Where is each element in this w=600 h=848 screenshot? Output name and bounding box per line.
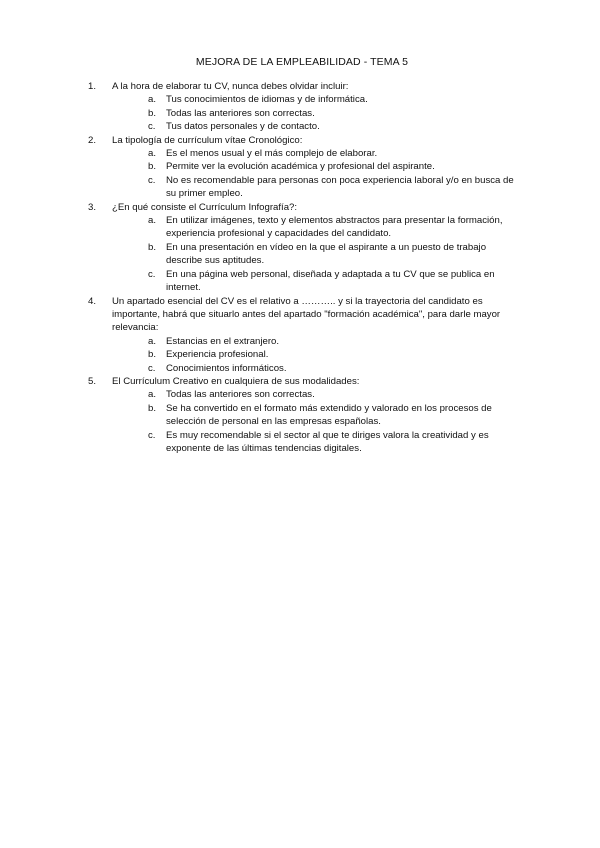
- option-text: Es muy recomendable si el sector al que te diriges valora la creatividad y es exponente de las últimas tendencias digitales.: [166, 429, 489, 454]
- question-item: [88, 80, 516, 134]
- option-text: En una página web personal, diseñada y adaptada a tu CV que se publica en internet.: [166, 268, 495, 294]
- option-item: [112, 388, 516, 401]
- question-number: 2.: [88, 134, 97, 146]
- option-letter: c.: [148, 362, 156, 374]
- question-text: La tipología de currículum vítae Cronológico:: [112, 134, 303, 146]
- option-item: [112, 147, 516, 160]
- option-letter: b.: [148, 241, 157, 253]
- question-text: ¿En qué consiste el Currículum Infografía?:: [112, 201, 298, 213]
- option-letter: c.: [148, 121, 156, 133]
- option-text: Estancias en el extranjero.: [166, 335, 280, 347]
- option-text: En una presentación en vídeo en la que el aspirante a un puesto de trabajo describe sus aptitudes.: [166, 241, 487, 267]
- option-item: [112, 402, 516, 429]
- option-letter: b.: [148, 161, 157, 173]
- option-letter: b.: [148, 107, 157, 119]
- option-text: Permite ver la evolución académica y profesional del aspirante.: [166, 161, 435, 173]
- question-item: [88, 134, 516, 201]
- question-number: 5.: [88, 375, 97, 387]
- option-list: [112, 147, 516, 201]
- option-text: Todas las anteriores son correctas.: [166, 107, 315, 119]
- option-item: [112, 93, 516, 106]
- option-item: [112, 120, 516, 133]
- option-item: [112, 174, 516, 201]
- document-title: MEJORA DE LA EMPLEABILIDAD - TEMA 5: [195, 56, 409, 68]
- question-text: El Currículum Creativo en cualquiera de sus modalidades:: [112, 375, 360, 387]
- question-number: 1.: [88, 81, 97, 92]
- question-item: [88, 375, 516, 455]
- question-number: 3.: [88, 201, 97, 213]
- option-text: Todas las anteriores son correctas.: [166, 389, 315, 401]
- option-item: [112, 107, 516, 120]
- option-item: [112, 214, 516, 241]
- option-letter: a.: [148, 389, 157, 401]
- option-item: [112, 335, 516, 348]
- option-letter: b.: [148, 349, 157, 361]
- option-item: [112, 160, 516, 173]
- question-text: A la hora de elaborar tu CV, nunca debes olvidar incluir:: [112, 81, 349, 92]
- option-letter: b.: [148, 402, 157, 414]
- option-text: Conocimientos informáticos.: [166, 362, 287, 374]
- question-number: 4.: [88, 295, 97, 307]
- option-item: [112, 362, 516, 375]
- question-item: [88, 201, 516, 295]
- option-item: [112, 241, 516, 268]
- option-item: [112, 268, 516, 295]
- question-list: [88, 80, 516, 455]
- question-text: Un apartado esencial del CV es el relativo a ……….. y si la trayectoria del candidato es importante, habrá que situarlo antes del apartado "formación académica", para darle mayor relevancia:: [112, 295, 501, 334]
- option-list: [112, 388, 516, 455]
- option-text: Tus conocimientos de idiomas y de informática.: [166, 94, 368, 106]
- option-text: Tus datos personales y de contacto.: [166, 121, 320, 133]
- option-letter: c.: [148, 268, 156, 280]
- option-letter: a.: [148, 94, 157, 106]
- option-letter: a.: [148, 148, 157, 160]
- option-list: [112, 335, 516, 375]
- option-text: En utilizar imágenes, texto y elementos abstractos para presentar la formación, experiencia profesional y capacidades del candidato.: [166, 215, 503, 240]
- option-letter: a.: [148, 335, 157, 347]
- question-item: [88, 295, 516, 375]
- option-text: Es el menos usual y el más complejo de elaborar.: [166, 148, 378, 160]
- option-text: Experiencia profesional.: [166, 349, 269, 361]
- option-letter: c.: [148, 174, 156, 186]
- option-item: [112, 348, 516, 361]
- option-letter: a.: [148, 215, 157, 227]
- option-list: [112, 214, 516, 294]
- option-text: No es recomendable para personas con poca experiencia laboral y/o en busca de su primer empleo.: [166, 174, 514, 200]
- option-item: [112, 429, 516, 456]
- option-letter: c.: [148, 429, 156, 441]
- option-list: [112, 93, 516, 133]
- option-text: Se ha convertido en el formato más extendido y valorado en los procesos de selección de personal en las empresas españolas.: [166, 402, 492, 428]
